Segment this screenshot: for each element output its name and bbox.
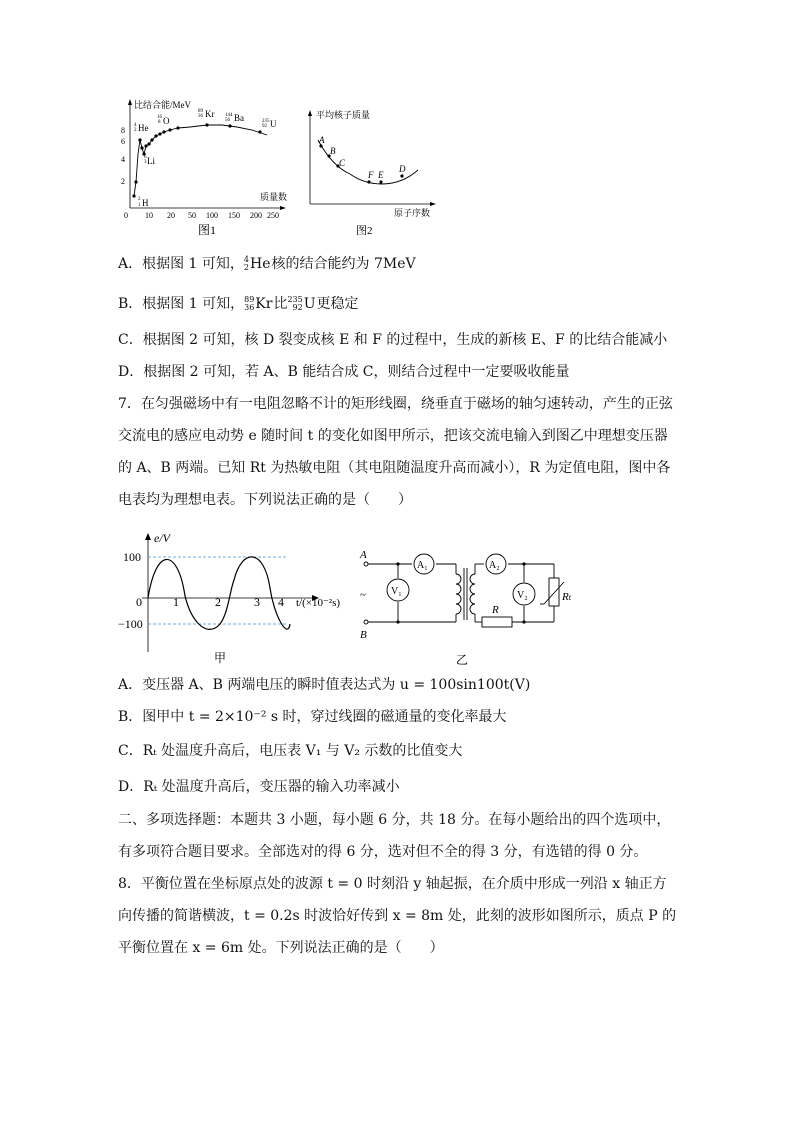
fig1-ylabel: 比结合能/MeV: [134, 100, 191, 110]
fig1-label-He-a: 4: [134, 123, 137, 128]
q7-circuit-diagram: [356, 544, 586, 668]
circuit-ac-source-icon: ~: [360, 589, 366, 601]
fig1-label-O: O: [163, 116, 170, 126]
nuclide-he: [244, 254, 271, 274]
q6-b-mid: 比: [273, 296, 288, 312]
circuit-terminal-a: A: [360, 549, 367, 561]
q7-graph-xtick: 2: [215, 595, 221, 609]
q7-stem: 7．在匀强磁场中有一电阻忽略不计的矩形线圈，绕垂直于磁场的轴匀速转动，产生的正弦交流电的感应电动势 e 随时间 t 的变化如图甲所示，把该交流电输入到图乙中理想变压器的 A、B 两端。已知 Rt 为热敏电阻（其电阻随温度升高而减小），R 为定值电阻，图中各电表均为理想电表。下列说法正确的是（ ）: [118, 396, 673, 508]
fig1-xlabel: 质量数: [260, 192, 288, 202]
q7-option-b: B．图甲中 t = 2×10⁻² s 时，穿过线圈的磁通量的变化率最大: [118, 709, 507, 725]
fig1-ytick: 6: [121, 137, 125, 146]
fig2-ylabel: 平均核子质量: [316, 110, 371, 120]
circuit-terminal-b: B: [360, 629, 367, 641]
nuclide-kr-sym: Kr: [255, 296, 273, 312]
nuclide-u-sym: U: [303, 296, 316, 312]
q6-option-c: C．根据图 2 可知，核 D 裂变成核 E 和 F 的过程中，生成的新核 E、F 的比结合能减小: [118, 332, 668, 348]
q7-graph-xtick: 4: [278, 595, 284, 609]
fig2-point-C: C: [339, 158, 346, 168]
fig1-ytick: 8: [121, 126, 125, 135]
q7-graph-ylabel: e/V: [154, 531, 170, 545]
fig1-label-Ba-z: 56: [225, 118, 230, 123]
nuclide-kr: [244, 294, 272, 314]
q6-option-a: [118, 254, 416, 274]
fig1-label-U-a: 235: [262, 119, 270, 124]
nuclide-kr-z: 36: [244, 303, 255, 312]
section-2-heading: 二、多项选择题：本题共 3 小题，每小题 6 分，共 18 分。在每小题给出的四个选项中，有多项符合题目要求。全部选对的得 6 分，选对但不全的得 3 分，有选错的得 0 分。: [118, 812, 671, 860]
q7-circuit-caption: 乙: [456, 653, 469, 667]
q7-graph-ymax: 100: [123, 550, 141, 564]
fig1-label-Ba-a: 144: [225, 113, 233, 118]
fig1-xtick: 20: [167, 211, 175, 220]
fig1-label-He-z: 2: [134, 128, 137, 133]
fig2-point-F: F: [368, 170, 374, 180]
ammeter-a2: A₂: [489, 560, 500, 571]
q7-graph-xlabel: t/(×10⁻²s): [296, 597, 341, 609]
fig2-point-A: A: [319, 135, 325, 145]
fig1-xtick: 100: [206, 211, 218, 220]
q7-graph-xtick: 1: [173, 595, 179, 609]
fig1-xtick: 50: [188, 211, 196, 220]
q7-option-c: C．Rₜ 处温度升高后，电压表 V₁ 与 V₂ 示数的比值变大: [118, 743, 463, 759]
q7-graph-ymin: −100: [118, 617, 143, 631]
q7-graph-origin: 0: [136, 595, 142, 609]
fig1-label-Kr-z: 36: [198, 114, 203, 119]
figure-2-avg-nucleon-mass-chart: [302, 104, 442, 238]
q6-option-b: [118, 294, 359, 314]
q6-b-text: B．根据图 1 可知，: [118, 296, 245, 312]
nuclide-u: [287, 294, 315, 314]
fig2-xlabel: 原子序数: [394, 208, 431, 218]
nuclide-he-z: 2: [243, 263, 250, 272]
fig1-xtick: 250: [267, 211, 279, 220]
fig1-label-H: H: [142, 198, 149, 208]
q7-graph-caption: 甲: [214, 651, 227, 665]
ammeter-a1: A₁: [417, 560, 428, 571]
nuclide-u-z: 92: [292, 303, 303, 312]
fig1-label-Li-a: 6: [144, 155, 147, 160]
nuclide-u-a: 235: [287, 295, 303, 304]
fig1-xtick: 10: [145, 211, 153, 220]
q7-graph-emf: [118, 528, 358, 668]
nuclide-he-sym: He: [250, 256, 271, 272]
fig2-caption: 图2: [356, 225, 373, 237]
thermistor-rt-label: Rₜ: [562, 591, 572, 603]
fig1-label-He: He: [138, 123, 149, 133]
q6-a-text-end: 核的结合能约为 7MeV: [271, 256, 416, 272]
fig1-label-Kr-a: 89: [198, 109, 203, 114]
q6-a-text: A．根据图 1 可知，: [118, 256, 244, 272]
nuclide-kr-a: 89: [244, 295, 255, 304]
fig1-ytick: 4: [121, 155, 125, 164]
fig2-point-E: E: [378, 170, 384, 180]
fig2-point-D: D: [399, 164, 406, 174]
q7-option-d: D．Rₜ 处温度升高后，变压器的输入功率减小: [118, 779, 400, 795]
fig1-label-O-a: 16: [157, 115, 162, 120]
voltmeter-v1: V₁: [391, 586, 402, 597]
fig1-xtick: 200: [250, 211, 262, 220]
fig1-label-H-a: 2: [138, 197, 141, 202]
fig1-label-H-z: 1: [138, 203, 141, 208]
fig1-label-O-z: 8: [158, 120, 161, 125]
q7-option-a: A．变压器 A、B 两端电压的瞬时值表达式为 u = 100sin100t(V): [118, 677, 531, 693]
voltmeter-v2: V₂: [517, 590, 528, 601]
q8-stem: 8．平衡位置在坐标原点处的波源 t = 0 时刻沿 y 轴起振，在介质中形成一列沿 x 轴正方向传播的简谐横波，t = 0.2s 时波恰好传到 x = 8m 处，此刻的波形如图所示，质点 P 的平衡位置在 x = 6m 处。下列说法正确的是（ ）: [118, 876, 677, 956]
nuclide-he-a: 4: [243, 255, 250, 264]
fig1-label-Li-z: 3: [144, 160, 147, 165]
fig1-label-Kr: Kr: [205, 109, 215, 119]
q6-option-d: D．根据图 2 可知，若 A、B 能结合成 C，则结合过程中一定要吸收能量: [118, 364, 570, 380]
fig2-point-B: B: [330, 146, 336, 156]
resistor-r-label: R: [492, 604, 499, 616]
q7-sine-wave: [148, 557, 290, 629]
fig1-origin: 0: [124, 211, 128, 220]
fig1-xtick: 150: [228, 211, 240, 220]
fig1-label-Ba: Ba: [234, 113, 244, 123]
fig1-ytick: 2: [121, 177, 125, 186]
q7-graph-xtick: 3: [254, 595, 260, 609]
fig1-caption: 图1: [198, 223, 217, 237]
fig1-label-Li: Li: [147, 156, 155, 166]
fig1-label-U-z: 92: [262, 124, 267, 129]
q6-b-text-end: 更稳定: [316, 296, 359, 312]
figure-1-binding-energy-chart: [112, 96, 292, 238]
fig1-label-U: U: [270, 119, 277, 129]
